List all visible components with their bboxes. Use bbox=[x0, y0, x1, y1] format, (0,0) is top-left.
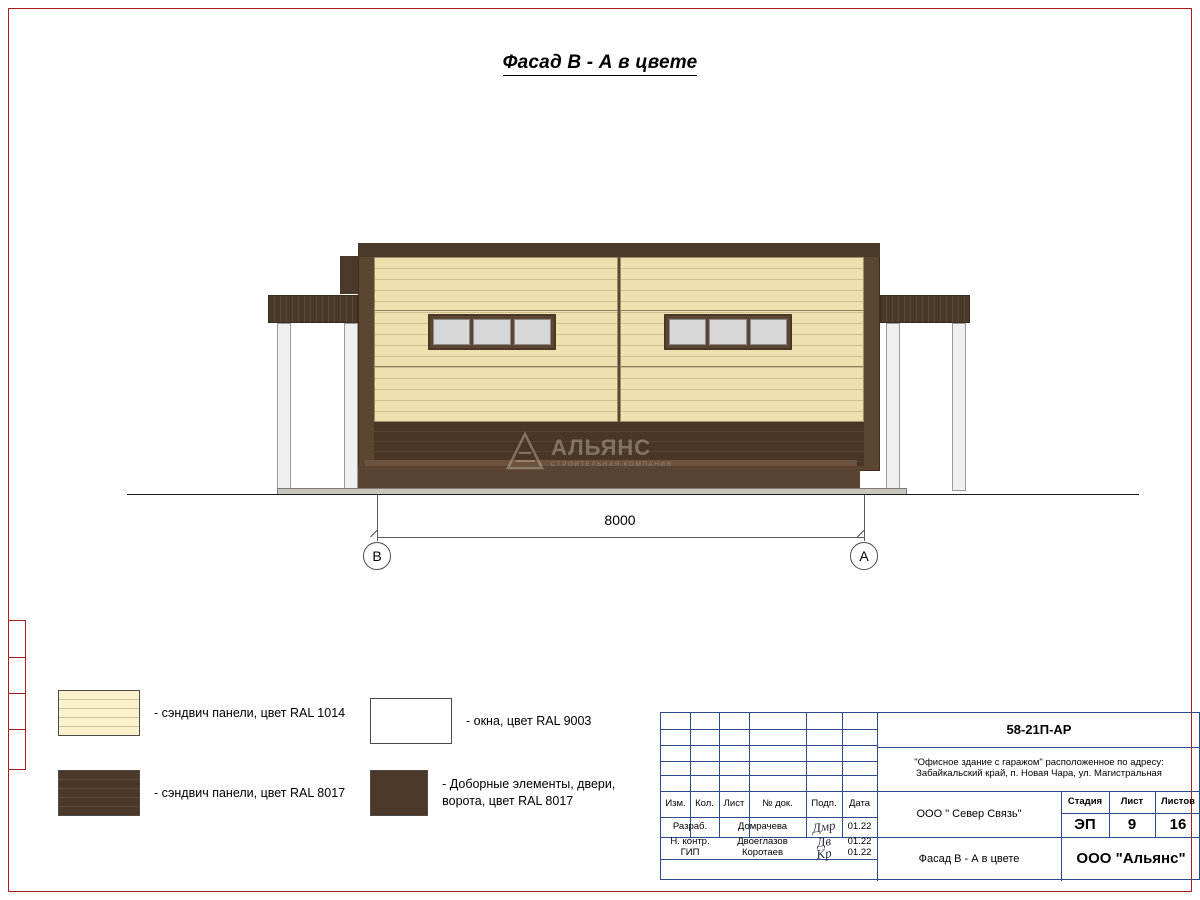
axis-marker-a: А bbox=[850, 542, 878, 570]
row-signature-nkontr: Дв bbox=[815, 832, 832, 850]
row-role-nkontr: Н. контр. bbox=[670, 836, 710, 848]
window-pane bbox=[709, 319, 746, 345]
roof-parapet bbox=[358, 243, 880, 257]
legend-item-sandwich-1014 bbox=[58, 690, 345, 736]
row-name-gip: Коротаев bbox=[741, 847, 784, 859]
page-title-text: Фасад В - А в цвете bbox=[503, 52, 698, 76]
sheet-title: Фасад В - А в цвете bbox=[918, 852, 1020, 865]
column-right-inner bbox=[886, 323, 900, 491]
col-header-list: Лист bbox=[723, 797, 745, 809]
window-pane bbox=[514, 319, 551, 345]
legend-item-windows-9003 bbox=[370, 698, 591, 744]
title-block bbox=[660, 712, 1200, 880]
legend-swatch bbox=[58, 690, 140, 736]
col-header-data: Дата bbox=[848, 797, 871, 809]
lists-header: Листов bbox=[1161, 795, 1195, 807]
sheet-left-margin-block bbox=[8, 620, 26, 770]
col-header-ndoc: № док. bbox=[762, 797, 793, 809]
legend-label: - Доборные элементы, двери, ворота, цвет RAL 8017 bbox=[442, 777, 616, 808]
row-name-razrab: Домрачева bbox=[737, 820, 788, 832]
canopy-right bbox=[880, 295, 970, 323]
row-role-gip: ГИП bbox=[680, 847, 700, 859]
watermark-logo bbox=[505, 424, 705, 478]
canopy-left bbox=[268, 295, 358, 323]
list-value: 9 bbox=[1127, 816, 1137, 834]
row-role-razrab: Разраб. bbox=[672, 820, 708, 832]
project-code: 58-21П-АР bbox=[1006, 721, 1072, 737]
window-pane bbox=[750, 319, 787, 345]
legend-label: - окна, цвет RAL 9003 bbox=[466, 713, 592, 728]
row-date-nkontr: 01.22 bbox=[847, 836, 872, 848]
chimney bbox=[340, 256, 360, 294]
row-date-gip: 01.22 bbox=[847, 847, 872, 859]
window-left bbox=[428, 314, 556, 350]
legend-label: - сэндвич панели, цвет RAL 1014 bbox=[154, 705, 346, 720]
legend-item-elements-8017 bbox=[370, 770, 658, 816]
col-header-kol: Кол. bbox=[695, 797, 714, 809]
column-left-inner bbox=[344, 323, 358, 491]
list-header: Лист bbox=[1120, 795, 1144, 807]
axis-marker-b: В bbox=[363, 542, 391, 570]
ground-line bbox=[127, 494, 1139, 495]
row-date-razrab: 01.22 bbox=[847, 820, 872, 832]
legend-item-sandwich-8017 bbox=[58, 770, 345, 816]
legend-swatch bbox=[370, 698, 452, 744]
watermark-title: АЛЬЯНС bbox=[551, 434, 652, 460]
dimension-value: 8000 bbox=[604, 512, 636, 528]
stage-header: Стадия bbox=[1067, 795, 1103, 807]
column-right-outer bbox=[952, 323, 966, 491]
stage-value: ЭП bbox=[1074, 816, 1096, 834]
col-header-izm: Изм. bbox=[665, 797, 686, 809]
legend-label: - сэндвич панели, цвет RAL 8017 bbox=[154, 785, 346, 800]
object-description: "Офисное здание с гаражом" расположенное по адресу: Забайкальский край, п. Новая Чара, ул. Магистральная bbox=[914, 757, 1164, 779]
legend-swatch bbox=[370, 770, 428, 816]
window-pane bbox=[669, 319, 706, 345]
col-header-podp: Подп. bbox=[811, 797, 837, 809]
window-pane bbox=[433, 319, 470, 345]
alliance-mark-icon bbox=[505, 431, 545, 471]
row-signature-gip: Кр bbox=[815, 844, 833, 862]
customer-company: ООО " Север Связь" bbox=[916, 807, 1022, 820]
legend-swatch bbox=[58, 770, 140, 816]
design-organization: ООО "Альянс" bbox=[1076, 850, 1186, 868]
row-name-nkontr: Двоеглазов bbox=[737, 836, 788, 848]
window-pane bbox=[473, 319, 510, 345]
column-left-outer bbox=[277, 323, 291, 491]
dimension-line bbox=[377, 537, 865, 538]
window-right bbox=[664, 314, 792, 350]
row-signature-razrab: Дмр bbox=[811, 817, 837, 836]
lists-value: 16 bbox=[1169, 816, 1187, 834]
watermark-subtitle: СТРОИТЕЛЬНАЯ КОМПАНИЯ bbox=[551, 460, 673, 468]
